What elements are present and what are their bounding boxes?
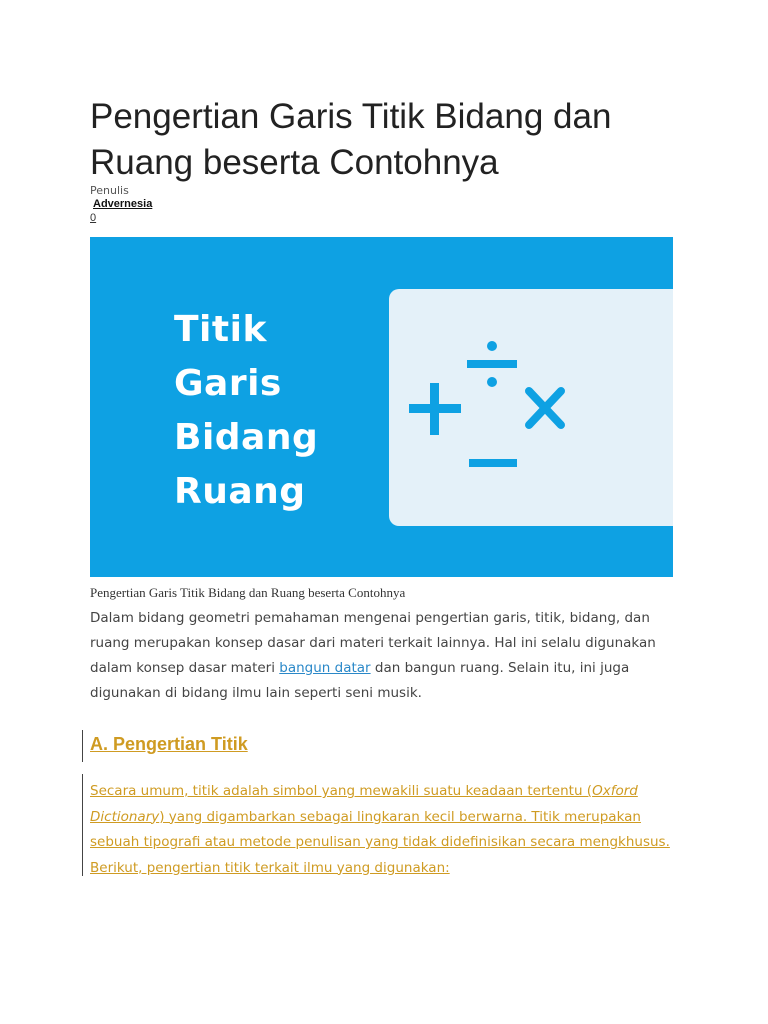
section-paragraph-titik[interactable] — [90, 779, 680, 881]
intro-paragraph — [90, 606, 690, 706]
page-title: Pengertian Garis Titik Bidang dan Ruang beserta Contohnya — [90, 97, 612, 182]
heading-border — [82, 730, 83, 762]
oxford-dictionary-text: Oxford Dictionary — [90, 783, 638, 825]
featured-image — [90, 237, 673, 577]
comment-count-link[interactable]: 0 — [90, 212, 97, 224]
intro-text-start: Dalam bidang geometri pemahaman mengenai pengertian garis, titik, bidang, dan ruang merupakan konsep dasar dari materi terkait lainnya. Hal ini selalu digunakan dalam konsep dasar materi — [90, 610, 656, 676]
divide-icon — [467, 341, 517, 387]
section-text-start: Secara umum, titik adalah simbol yang mewakili suatu keadaan tertentu ( — [90, 783, 593, 799]
intro-text-end: dan bangun ruang. Selain itu, ini juga digunakan di bidang ilmu lain seperti seni musik. — [90, 660, 630, 701]
author-link[interactable]: Advernesia — [93, 198, 153, 210]
banner-word-bidang: Bidang — [174, 417, 319, 458]
banner-word-garis: Garis — [174, 363, 282, 404]
section-heading-titik[interactable]: A. Pengertian Titik — [90, 734, 248, 754]
plus-icon — [409, 383, 461, 435]
math-symbols-graphic — [389, 289, 673, 526]
banner-word-ruang: Ruang — [174, 471, 306, 512]
section-text-end: ) yang digambarkan sebagai lingkaran kecil berwarna. Titik merupakan sebuah tipografi atau metode penulisan yang tidak didefinisikan secara mengkhusus. Berikut, pengertian titik terkait ilmu yang digunakan: — [90, 808, 670, 876]
bangun-datar-link[interactable]: bangun datar — [279, 660, 371, 676]
author-label: Penulis — [90, 184, 129, 197]
math-symbols-panel — [389, 289, 673, 526]
image-caption: Pengertian Garis Titik Bidang dan Ruang beserta Contohnya — [90, 585, 406, 600]
times-icon — [529, 391, 561, 425]
banner-word-titik: Titik — [174, 309, 267, 350]
section-border — [82, 774, 83, 876]
minus-icon — [469, 459, 517, 467]
